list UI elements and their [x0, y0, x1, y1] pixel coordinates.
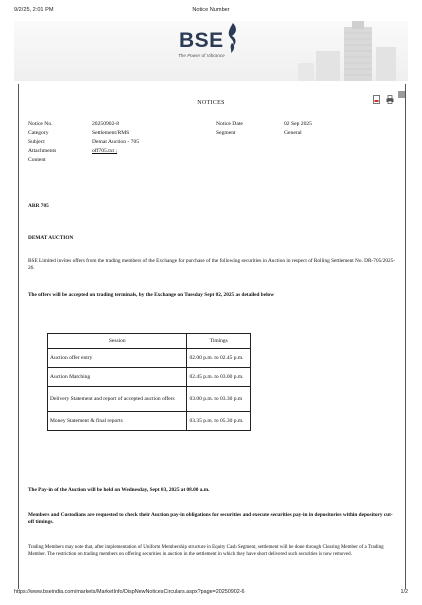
- session-cell: Money Statement & final reports: [48, 412, 187, 431]
- notice-no-value: 20250902-8: [92, 121, 120, 127]
- attachment-link[interactable]: off705.txt ;: [92, 148, 118, 154]
- close-icon[interactable]: [398, 91, 405, 98]
- flame-icon: [226, 23, 240, 53]
- logo-tagline: The Power of Vibrance: [178, 53, 225, 58]
- timing-cell: 03.35 p.m. to 05.30 p.m.: [187, 412, 251, 431]
- session-cell: Auction Matching: [48, 368, 187, 387]
- offers-note: The offers will be accepted on trading terminals, by the Exchange on Tuesday Sept 02, 2025 as detailed below: [28, 292, 275, 298]
- attachments-label: Attachments: [28, 148, 57, 154]
- table-row: [48, 412, 251, 431]
- subject-value: Demat Auction - 705: [92, 139, 140, 145]
- timings-header: Timings: [187, 334, 251, 349]
- timing-cell: 02.00 p.m. to 02.45 p.m.: [187, 349, 251, 368]
- notice-date-label: Notice Date: [216, 121, 243, 127]
- session-cell: Delivery Statement and report of accepted auction offers: [48, 387, 187, 412]
- bse-tower-graphic: [292, 21, 402, 81]
- trading-note: Trading Members may note that, after implementation of Uniform Membership structure in Equity Cash Segment, settlement will be done through Clearing Member of a Trading Member. The restriction on trading members on offering securities in auction in the settlement in which they have short delivered such securities is now removed.: [28, 545, 384, 557]
- category-value: Settlement/RMS: [92, 130, 130, 136]
- session-cell: Auction offer entry: [48, 349, 187, 368]
- content-label: Content: [28, 157, 46, 163]
- notice-no-label: Notice No.: [28, 121, 53, 127]
- notice-date-value: 02 Sep 2025: [284, 121, 312, 127]
- print-icon[interactable]: [386, 91, 394, 100]
- category-label: Category: [28, 130, 49, 136]
- table-row: [48, 368, 251, 387]
- timing-cell: 03.00 p.m. to 03.30 p.m: [187, 387, 251, 412]
- page-url: https://www.bseindia.com/markets/MarketInfo/DispNewNoticesCirculars.aspx?page=20250902-6: [14, 589, 245, 595]
- table-row: [48, 349, 251, 368]
- notice-details: [28, 120, 398, 176]
- table-row: [48, 387, 251, 412]
- page-title: NOTICES: [197, 100, 225, 106]
- print-header: [14, 7, 408, 17]
- segment-label: Segment: [216, 130, 236, 136]
- section-heading: DEMAT AUCTION: [28, 235, 74, 241]
- auction-schedule-table: [47, 333, 251, 431]
- bse-logo: [164, 28, 244, 68]
- table-header-row: [48, 334, 251, 349]
- page-indicator: 1/2: [400, 589, 408, 595]
- segment-value: General: [284, 130, 302, 136]
- intro-paragraph: BSE Limited invites offers from the trading members of the Exchange for purchase of the following securities in Auction in respect of Rolling Settlement No. DR-705/2025-26.: [28, 258, 396, 272]
- print-page-title: Notice Number: [192, 7, 230, 13]
- timing-cell: 02.45 p.m. to 03.00 p.m.: [187, 368, 251, 387]
- print-datetime: 9/2/25, 2:01 PM: [14, 7, 54, 13]
- session-header: Session: [48, 334, 187, 349]
- subject-label: Subject: [28, 139, 45, 145]
- pdf-icon[interactable]: [373, 91, 381, 100]
- arr-reference: ARR 705: [28, 203, 49, 209]
- logo-wordmark: BSE: [179, 29, 224, 52]
- members-note: Members and Custodians are requested to check their Auction pay-in obligations for securities and execute securities pay-in in depositories within depository cut-off timings.: [28, 512, 393, 526]
- payin-note: The Pay-in of the Auction will be held on Wednesday, Sept 03, 2025 at 08.00 a.m.: [28, 487, 210, 493]
